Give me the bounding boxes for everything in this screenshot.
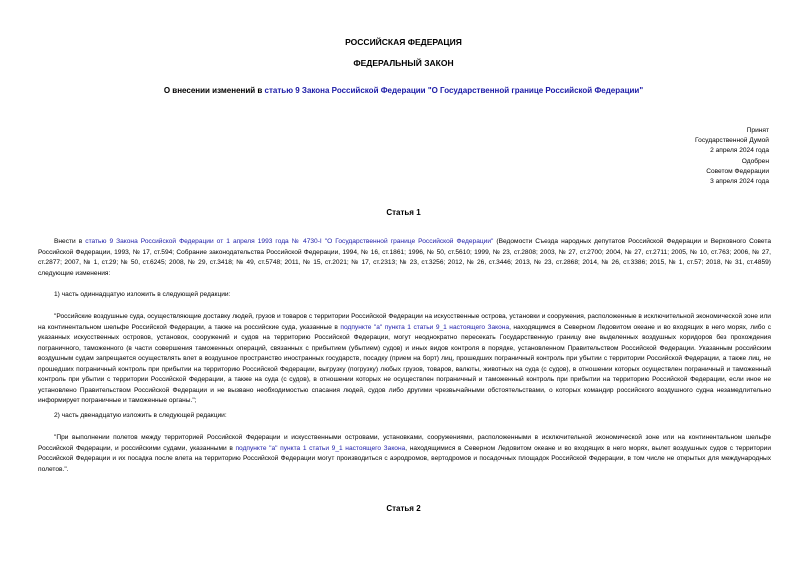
approved-date: 3 апреля 2024 года <box>710 178 769 186</box>
approved-label: Одобрен <box>741 157 769 165</box>
quote-2-link[interactable]: подпункте "а" пункта 1 статьи 9_1 настоящего Закона <box>235 444 406 452</box>
article-2-heading: Статья 2 <box>386 504 421 513</box>
title-prefix: О внесении изменений в <box>163 86 265 95</box>
quote-1-part-a: "Российские воздушные суда, осуществляющие доставку людей, грузов и товаров с территории Российской Федерации на искусственные острова, установки и сооружения, расположенные в исключительной экономической зоне или на континентальном шельфе Российской Федерации, а также на российские суда, указанные в <box>38 313 771 331</box>
accepted-label: Принят <box>746 127 769 134</box>
title-law-link[interactable]: статью 9 Закона Российской Федерации "О Государственной границе Российской Федерации" <box>264 86 644 95</box>
quote-1 <box>38 312 771 407</box>
adoption-block <box>695 126 769 187</box>
intro-prefix: Внести в <box>54 238 86 245</box>
quote-1-link[interactable]: подпункте "а" пункта 1 статьи 9_1 настоящего Закона <box>340 323 510 331</box>
article-1-intro <box>38 237 771 279</box>
item-1: 1) часть одиннадцатую изложить в следующей редакции: <box>54 291 231 298</box>
accepted-by: Государственной Думой <box>695 137 769 145</box>
intro-suffix: (Ведомости Съезда народных депутатов Российской Федерации и Верховного Совета Российской Федерации, 1993, № 17, ст.594; Собрание законодательства Российской Федерации, 1994, № 16, ст.1861; 1996, № 50, ст.5610; 1999, № 23, ст.2808; 2003, № 27, ст.2700; 2004, № 27, ст.2711; 2005, № 10, ст.763; 2006, № 27, ст.2877; 2007, № 1, ст.29; № 50, ст.6245; 2008, № 29, ст.3418; № 49, ст.5748; 2011, № 15, ст.2021; № 17, ст.2313; № 23, ст.3256; 2012, № 26, ст.3446; 2013, № 23, ст.2868; 2014, № 26, ст.3386; 2015, № 1, ст.57; 2018, № 31, ст.4859) следующие изменения: <box>38 238 771 277</box>
law-type-heading: ФЕДЕРАЛЬНЫЙ ЗАКОН <box>353 58 454 68</box>
accepted-date: 2 апреля 2024 года <box>710 147 769 155</box>
article-1-heading: Статья 1 <box>386 208 421 217</box>
intro-law-link[interactable]: статью 9 Закона Российской Федерации от 1 апреля 1993 года № 4730-I "О Государственной границе Российской Федерации" <box>85 238 494 245</box>
document-title <box>0 86 807 95</box>
quote-2 <box>38 433 771 475</box>
quote-2-part-b: , находящимися в Северном Ледовитом океане и во входящих в него морях, вылет воздушных судов с территории Российской Федерации и их посадка после влета на территорию Российской Федерации могут производиться с аэродромов, вертодромов и посадочных площадок Российской Федерации, в том числе не открытых для международных полетов.". <box>38 444 771 473</box>
approved-by: Советом Федерации <box>706 167 769 175</box>
item-2: 2) часть двенадцатую изложить в следующей редакции: <box>54 412 227 419</box>
country-heading: РОССИЙСКАЯ ФЕДЕРАЦИЯ <box>345 37 462 47</box>
quote-2-part-a: "При выполнении полетов между территорией Российской Федерации и искусственными островами, установками, сооружениями, расположенными в исключительной экономической зоне или на континентальном шельфе Российской Федерации, и российскими судами, указанными в <box>38 434 771 452</box>
quote-1-part-b: , находящимся в Северном Ледовитом океане и во входящих в него морях, либо с указанных искусственных островов, установок, сооружений и судов на территорию Российской Федерации, могут неоднократно пересекать Государственную границу вне выделенных воздушных коридоров без прохождения пограничного, таможенного (в части совершения таможенных операций, связанных с прибытием (убытием) судов) и иных видов контроля в порядке, установленном Правительством Российской Федерации. Указанным российским воздушным судам запрещается осуществлять влет в воздушное пространство иностранных государств, посадку (прием на борт) лиц, прошедших пограничный контроль при убытии с территории Российской Федерации, а также лиц, не прошедших пограничный контроль при прибытии на территорию Российской Федерации, выгрузку (погрузку) любых грузов, товаров, валюты, животных на суда (с судов), в отношении которых осуществлен пограничный и таможенный контроль при убытии с территории Российской Федерации, а также на суда (с судов), в отношении которых не осуществлен пограничный и таможенный контроль при прибытии на территорию Российской Федерации, если иное не установлено Правительством Российской Федерации и не вызвано необходимостью спасания людей, судов либо другими чрезвычайными обстоятельствами, о которых командир российского воздушного судна незамедлительно информирует пограничные и таможенные органы."; <box>38 323 771 404</box>
